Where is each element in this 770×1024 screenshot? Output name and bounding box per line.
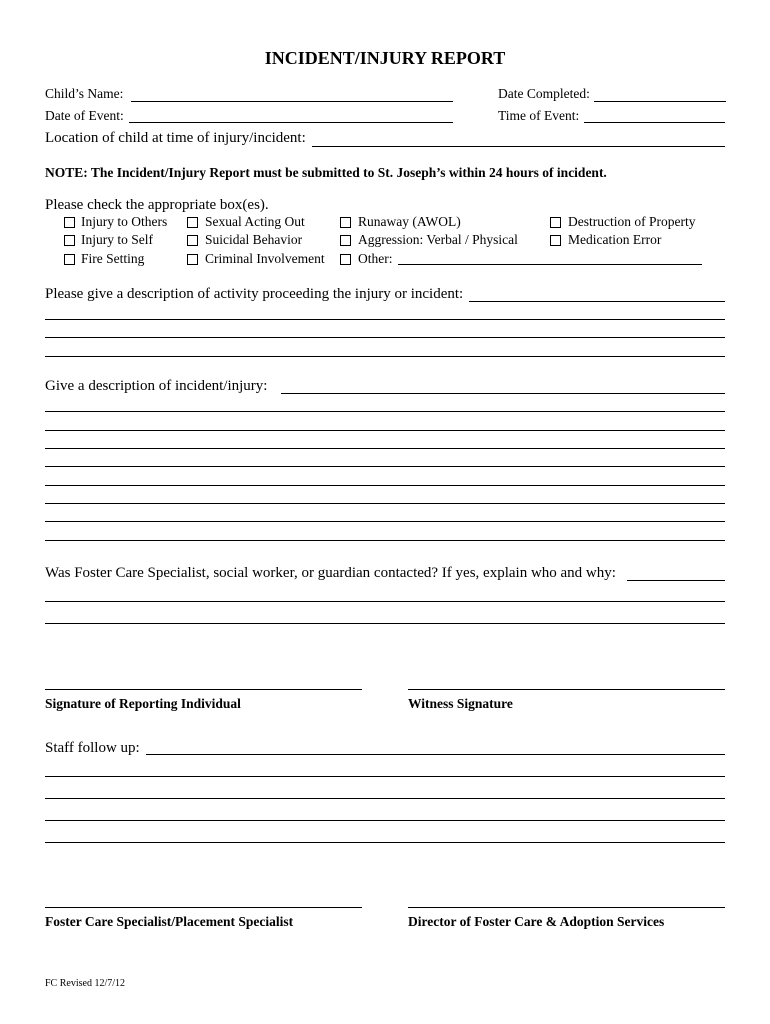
location-label: Location of child at time of injury/incident: <box>45 130 306 146</box>
checkbox-label: Injury to Others <box>81 214 168 229</box>
location-field[interactable] <box>312 146 725 147</box>
date-of-event-label: Date of Event: <box>45 108 124 123</box>
activity-line[interactable] <box>45 319 725 320</box>
reporting-signature-line[interactable] <box>45 689 362 690</box>
activity-line[interactable] <box>45 337 725 338</box>
child-name-label: Child’s Name: <box>45 86 124 101</box>
checkbox-label: Other: <box>358 251 393 266</box>
contact-field[interactable] <box>627 580 725 581</box>
checkbox-label: Medication Error <box>568 232 662 247</box>
activity-field[interactable] <box>469 301 725 302</box>
checkbox-destruction-of-property[interactable] <box>550 217 561 228</box>
checkbox-suicidal-behavior[interactable] <box>187 235 198 246</box>
checkbox-injury-to-self[interactable] <box>64 235 75 246</box>
incident-line[interactable] <box>45 540 725 541</box>
incident-line[interactable] <box>45 466 725 467</box>
contact-line[interactable] <box>45 623 725 624</box>
checkbox-label: Fire Setting <box>81 251 145 266</box>
checkbox-label: Injury to Self <box>81 232 153 247</box>
checkbox-label: Suicidal Behavior <box>205 232 303 247</box>
time-of-event-label: Time of Event: <box>498 108 580 123</box>
contact-line[interactable] <box>45 601 725 602</box>
incident-line[interactable] <box>45 521 725 522</box>
director-signature-line[interactable] <box>408 907 725 908</box>
checkbox-criminal-involvement[interactable] <box>187 254 198 265</box>
check-prompt: Please check the appropriate box(es). <box>45 197 269 213</box>
checkbox-label: Sexual Acting Out <box>205 214 305 229</box>
contact-prompt: Was Foster Care Specialist, social worker, or guardian contacted? If yes, explain who and why: <box>45 565 616 581</box>
staff-follow-up-line[interactable] <box>45 776 725 777</box>
activity-line[interactable] <box>45 356 725 357</box>
checkbox-label: Criminal Involvement <box>205 251 325 266</box>
checkbox-injury-to-others[interactable] <box>64 217 75 228</box>
foster-care-specialist-signature-line[interactable] <box>45 907 362 908</box>
checkbox-aggression[interactable] <box>340 235 351 246</box>
incident-line[interactable] <box>45 503 725 504</box>
checkbox-medication-error[interactable] <box>550 235 561 246</box>
director-label: Director of Foster Care & Adoption Services <box>408 914 665 929</box>
incident-prompt: Give a description of incident/injury: <box>45 378 268 394</box>
staff-follow-up-line[interactable] <box>45 820 725 821</box>
checkbox-fire-setting[interactable] <box>64 254 75 265</box>
foster-care-specialist-label: Foster Care Specialist/Placement Specialist <box>45 914 294 929</box>
checkbox-other[interactable] <box>340 254 351 265</box>
incident-line[interactable] <box>45 448 725 449</box>
date-completed-field[interactable] <box>594 101 726 102</box>
incident-field[interactable] <box>281 393 725 394</box>
checkbox-sexual-acting-out[interactable] <box>187 217 198 228</box>
witness-signature-line[interactable] <box>408 689 725 690</box>
incident-line[interactable] <box>45 485 725 486</box>
incident-line[interactable] <box>45 411 725 412</box>
checkbox-runaway[interactable] <box>340 217 351 228</box>
date-of-event-field[interactable] <box>129 122 453 123</box>
child-name-field[interactable] <box>131 101 453 102</box>
checkbox-label: Runaway (AWOL) <box>358 214 461 229</box>
checkbox-label: Aggression: Verbal / Physical <box>358 232 518 247</box>
staff-follow-up-line[interactable] <box>45 842 725 843</box>
other-field[interactable] <box>398 264 702 265</box>
reporting-signature-label: Signature of Reporting Individual <box>45 696 241 711</box>
staff-follow-up-label: Staff follow up: <box>45 740 140 756</box>
page-title: INCIDENT/INJURY REPORT <box>264 48 506 68</box>
activity-prompt: Please give a description of activity proceeding the injury or incident: <box>45 286 464 302</box>
staff-follow-up-line[interactable] <box>45 798 725 799</box>
incident-line[interactable] <box>45 430 725 431</box>
witness-signature-label: Witness Signature <box>408 696 513 711</box>
date-completed-label: Date Completed: <box>498 86 590 101</box>
revision-footer: FC Revised 12/7/12 <box>45 978 126 989</box>
note-text: NOTE: The Incident/Injury Report must be submitted to St. Joseph’s within 24 hours of incident. <box>45 165 607 180</box>
staff-follow-up-field[interactable] <box>146 754 725 755</box>
checkbox-label: Destruction of Property <box>568 214 696 229</box>
time-of-event-field[interactable] <box>584 122 725 123</box>
